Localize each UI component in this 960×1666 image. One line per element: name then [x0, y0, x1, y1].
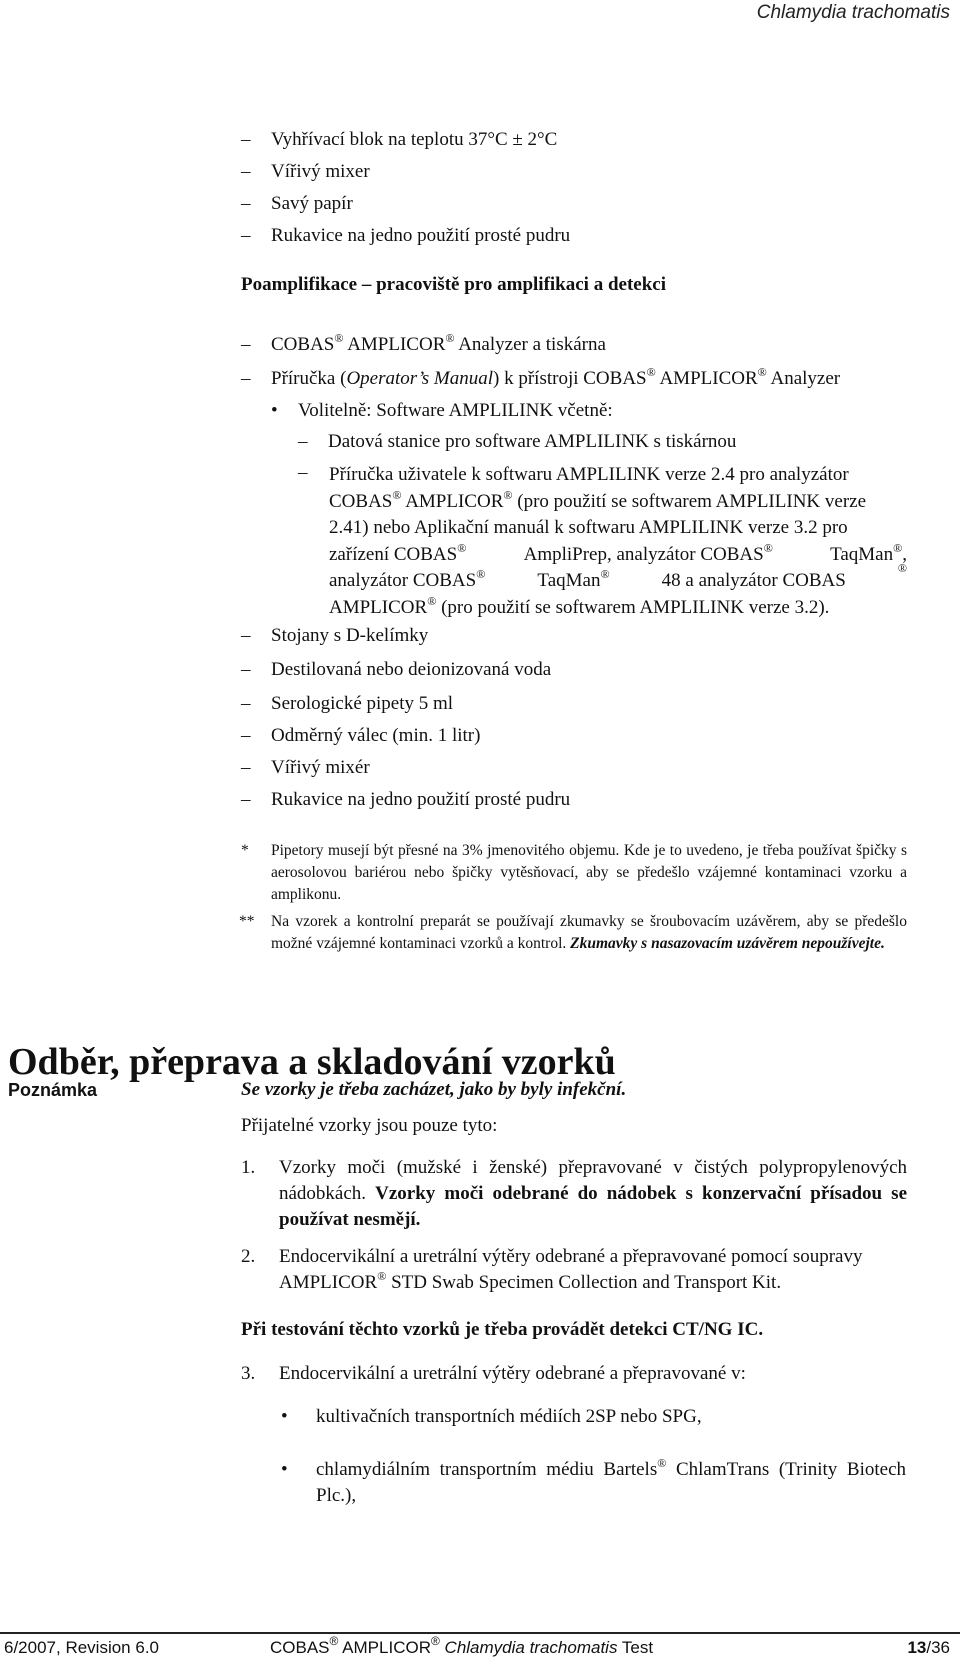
sub-list-item-text: Příručka uživatele k softwaru AMPLILINK verze 2.4 pro analyzátor COBAS® AMPLICOR® (pro použití se softwarem AMPLILINK verze 2.41) nebo Aplikační manuál k softwaru AMPLILINK verze 3.2 pro zařízení COBAS® AmpliPrep, analyzátor COBAS® TaqMan®, analyzátor COBAS® TaqMan® 48 a analyzátor COBAS ® AMPLICOR® (pro použití se softwarem AMPLILINK verze 3.2). — [329, 464, 907, 618]
dash-marker: – — [241, 625, 251, 646]
registered-mark: ® — [657, 1456, 667, 1470]
dash-marker: – — [241, 693, 251, 714]
important-note: Při testování těchto vzorků je třeba provádět detekci CT/NG IC. — [241, 1319, 764, 1340]
note-label: Poznámka — [8, 1080, 98, 1100]
dash-marker: – — [241, 129, 251, 150]
registered-mark: ® — [476, 567, 486, 581]
registered-mark: ® — [427, 593, 437, 608]
dash-marker: – — [241, 725, 251, 746]
dash-marker: – — [241, 161, 251, 182]
dash-marker: – — [298, 431, 308, 452]
dash-marker: – — [241, 757, 251, 778]
numbered-item: Endocervikální a uretrální výtěry odebrané a přepravované v: — [279, 1363, 746, 1384]
running-header: Chlamydia trachomatis — [756, 2, 950, 23]
bullet-item: kultivačních transportních médiích 2SP nebo SPG, — [316, 1406, 702, 1427]
dash-marker: – — [241, 659, 251, 680]
numbered-item: Endocervikální a uretrální výtěry odebrané a přepravované pomocí soupravy AMPLICOR® STD Swab Specimen Collection and Transport Kit. — [279, 1246, 863, 1293]
registered-mark: ® — [897, 561, 907, 575]
registered-mark: ® — [392, 487, 402, 502]
footnote-text: Na vzorek a kontrolní preparát se používají zkumavky se šroubovacím uzávěrem, aby se předešlo možné vzájemné kontaminaci vzorků a kontrol. Zkumavky s nasazovacím uzávěrem nepoužívejte. — [271, 913, 907, 952]
dash-marker: – — [241, 789, 251, 810]
section-title: Odběr, přeprava a skladování vzorků — [8, 1041, 616, 1083]
footer-revision: 6/2007, Revision 6.0 — [4, 1638, 159, 1657]
registered-mark: ® — [334, 331, 344, 345]
dash-marker: – — [241, 368, 251, 389]
registered-mark: ® — [503, 487, 513, 502]
note-text: Se vzorky je třeba zacházet, jako by byly infekční. — [241, 1079, 627, 1100]
footnote-text: Pipetory musejí být přesné na 3% jmenovitého objemu. Kde je to uvedeno, je třeba používat špičky s aerosolovou bariérou nebo špičky vytěsňovací, aby se předešlo vzájemné kontaminaci vzorku a amplikonu. — [271, 842, 907, 903]
registered-mark: ® — [600, 567, 610, 581]
registered-mark: ® — [430, 1634, 440, 1648]
registered-mark: ® — [329, 1634, 339, 1648]
registered-mark: ® — [377, 1269, 387, 1283]
registered-mark: ® — [893, 540, 903, 555]
bullet-item: chlamydiálním transportním médiu Bartels® ChlamTrans (Trinity Biotech Plc.), — [316, 1456, 906, 1506]
registered-mark: ® — [646, 365, 656, 379]
footnote-marker: * — [241, 842, 249, 859]
dash-marker: – — [241, 193, 251, 214]
bullet-marker: • — [281, 1459, 288, 1480]
dash-marker: – — [241, 225, 251, 246]
numbered-item: Vzorky moči (mužské i ženské) přepravované v čistých polypropylenových nádobkách. Vzorky moči odebrané do nádobek s konzervační přísadou se používat nesmějí. — [279, 1157, 908, 1230]
dash-marker: – — [298, 462, 308, 483]
footer-title: COBAS® AMPLICOR® Chlamydia trachomatis Test — [270, 1634, 654, 1657]
bullet-marker: • — [281, 1406, 288, 1427]
list-number: 2. — [241, 1246, 256, 1267]
footnote-marker: ** — [239, 913, 255, 930]
list-number: 3. — [241, 1363, 256, 1384]
footer-rule — [0, 1632, 960, 1634]
registered-mark: ® — [457, 540, 467, 555]
bullet-marker: • — [271, 400, 278, 421]
paragraph: Přijatelné vzorky jsou pouze tyto: — [241, 1115, 498, 1136]
registered-mark: ® — [757, 365, 767, 379]
page-number: 13/36 — [907, 1638, 950, 1657]
registered-mark: ® — [763, 540, 773, 555]
list-number: 1. — [241, 1157, 256, 1178]
subsection-heading: Poamplifikace – pracoviště pro amplifikaci a detekci — [241, 274, 666, 295]
registered-mark: ® — [445, 331, 455, 345]
dash-marker: – — [241, 334, 251, 355]
